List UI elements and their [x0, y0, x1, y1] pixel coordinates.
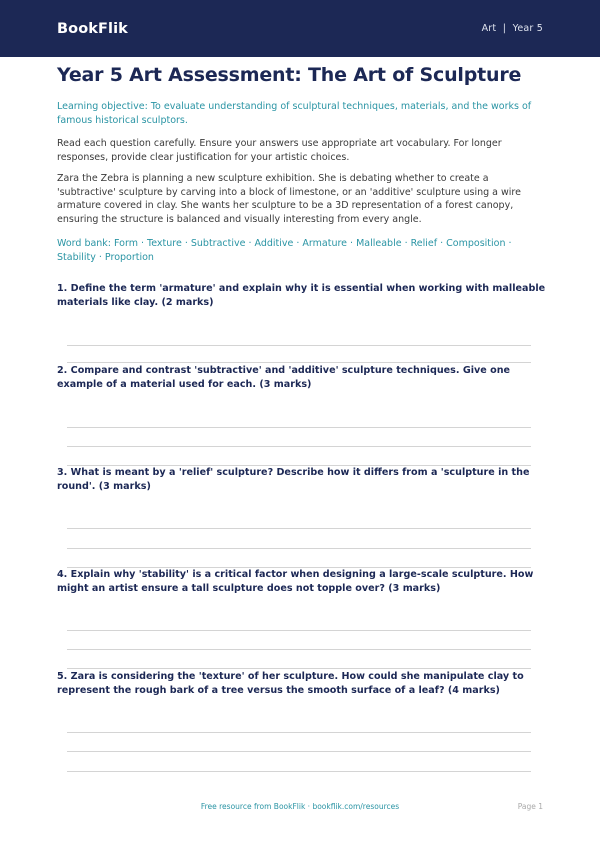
question-divider	[67, 668, 531, 669]
question-1: 1. Define the term 'armature' and explain why it is essential when working with malleable materials like clay. (2 marks)	[57, 283, 546, 308]
answer-line[interactable]	[67, 345, 531, 346]
question-4: 4. Explain why 'stability' is a critical factor when designing a large-scale sculpture. How might an artist ensure a tall sculpture does not topple over? (3 marks)	[57, 569, 534, 594]
answer-line[interactable]	[67, 446, 531, 447]
question-2: 2. Compare and contrast 'subtractive' and 'additive' sculpture techniques. Give one example of a material used for each. (3 marks)	[57, 365, 511, 390]
answer-line[interactable]	[67, 630, 531, 631]
question-5: 5. Zara is considering the 'texture' of her sculpture. How could she manipulate clay to represent the rough bark of a tree versus the smooth surface of a leaf? (4 marks)	[57, 671, 524, 696]
page-title: Year 5 Art Assessment: The Art of Sculpture	[57, 64, 522, 86]
answer-line[interactable]	[67, 732, 531, 733]
answer-line[interactable]	[67, 649, 531, 650]
page-header	[0, 0, 600, 57]
answer-line[interactable]	[67, 528, 531, 529]
subject-year-label: Art | Year 5	[481, 23, 543, 34]
brand-logo[interactable]: BookFlik	[57, 20, 128, 37]
answer-line[interactable]	[67, 427, 531, 428]
footer-credit[interactable]: Free resource from BookFlik · bookflik.com/resources	[200, 802, 400, 811]
learning-objective: Learning objective: To evaluate understanding of sculptural techniques, materials, and the works of famous historical sculptors.	[57, 101, 532, 126]
word-bank: Word bank: Form · Texture · Subtractive · Additive · Armature · Malleable · Relief · Composition · Stability · Proportion	[57, 238, 512, 263]
answer-line[interactable]	[67, 548, 531, 549]
question-3: 3. What is meant by a 'relief' sculpture? Describe how it differs from a 'sculpture in the round'. (3 marks)	[57, 467, 530, 492]
answer-line[interactable]	[67, 751, 531, 752]
page-number: Page 1	[517, 802, 543, 811]
question-divider	[67, 362, 531, 363]
answer-line[interactable]	[67, 771, 531, 772]
instructions: Read each question carefully. Ensure your answers use appropriate art vocabulary. For longer responses, provide clear justification for your artistic choices.	[57, 138, 502, 163]
scenario-text: Zara the Zebra is planning a new sculpture exhibition. She is debating whether to create a 'subtractive' sculpture by carving into a block of limestone, or an 'additive' sculpture using a wire armature covered in clay. She wants her sculpture to be a 3D representation of a forest canopy, ensuring the structure is balanced and visually interesting from every angle.	[57, 173, 521, 225]
